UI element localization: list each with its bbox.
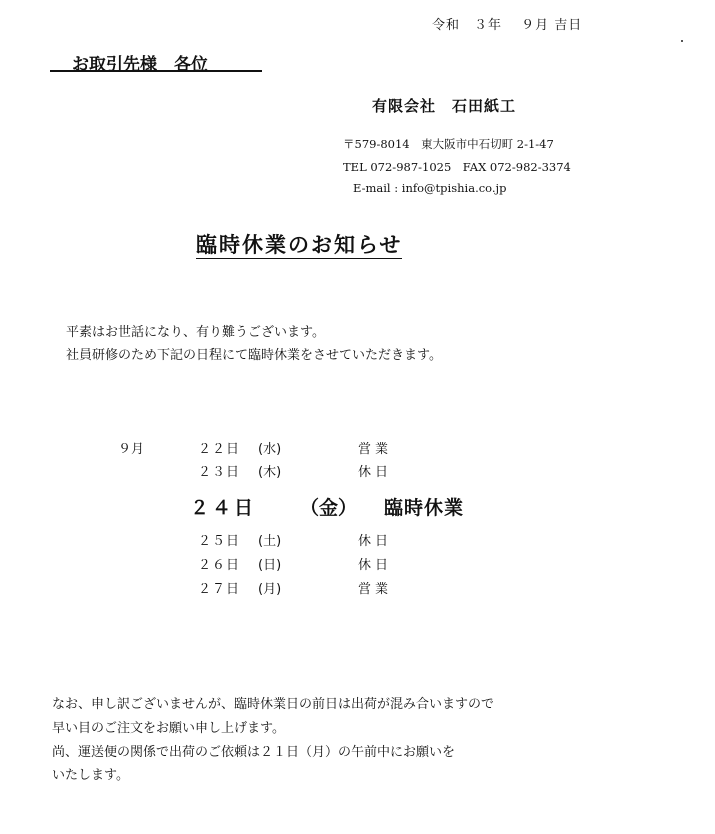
schedule-month: ９月 [118,442,145,457]
schedule-day-highlight: ２４日 [190,497,257,519]
schedule-status: 休日 [358,558,393,573]
schedule-weekday: (木) [258,465,282,480]
addressee: お取引先様 各位 [50,50,262,72]
schedule-status: 休日 [358,534,393,549]
schedule-weekday: (月) [258,582,282,597]
sender-tel-fax: TEL 072-987-1025 FAX 072-982-3374 [343,160,571,174]
schedule-day: ２７日 [198,582,241,597]
sender-address: 〒579-8014 東大阪市中石切町 2-1-47 [343,137,554,151]
note-line: 早い目のご注文をお願い申し上げます。 [52,721,285,736]
schedule-day: ２５日 [198,534,241,549]
sender-company: 有限会社 石田紙工 [372,97,517,115]
schedule-status-highlight: 臨時休業 [384,497,465,519]
schedule-status: 営業 [358,442,393,457]
schedule-day: ２２日 [198,442,241,457]
schedule-weekday: (土) [258,534,282,549]
body-line: 社員研修のため下記の日程にて臨時休業をさせていただきます。 [66,348,442,363]
note-line: いたします。 [52,768,129,783]
schedule-day: ２６日 [198,558,241,573]
note-line: なお、申し訳ございませんが、臨時休業日の前日は出荷が混み合いますので [52,697,495,712]
note-line: 尚、運送便の関係で出荷のご依頼は２１日（月）の午前中にお願いを [52,745,456,760]
schedule-status: 営業 [358,582,393,597]
schedule-day: ２３日 [198,465,241,480]
schedule-weekday: (水) [258,442,282,457]
letter-date: 令和 ３年 ９月 吉日 [432,18,583,33]
page-title: 臨時休業のお知らせ [196,233,403,257]
schedule-weekday-highlight: （金） [300,497,358,519]
schedule-status: 休日 [358,465,393,480]
stray-mark [681,40,683,42]
sender-email: E-mail : info@tpishia.co.jp [353,181,507,195]
body-line: 平素はお世話になり、有り難うございます。 [66,325,325,340]
schedule-weekday: (日) [258,558,282,573]
